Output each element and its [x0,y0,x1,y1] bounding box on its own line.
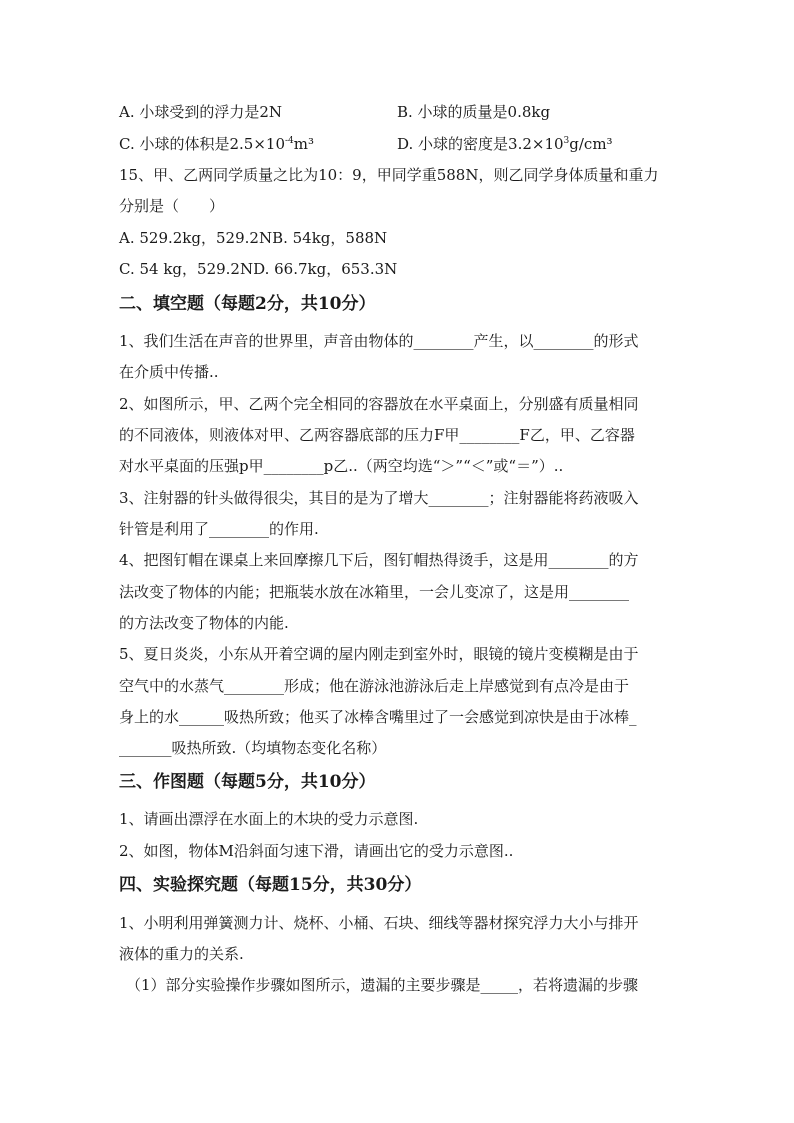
fill-in-line: 1、我们生活在声音的世界里，声音由物体的________产生，以________的形式 [119,332,639,350]
q14-option-d [397,134,613,154]
fill-in-line: 在介质中传播.. [119,363,219,381]
fill-in-line: 空气中的水蒸气________形成；他在游泳池游泳后走上岸感觉到有点冷是由于 [119,677,630,695]
experiment-line: （1）部分实验操作步骤如图所示，遗漏的主要步骤是_____，若将遗漏的步骤 [126,976,639,994]
drawing-question-line: 2、如图，物体M沿斜面匀速下滑，请画出它的受力示意图.. [119,842,514,860]
fill-in-line: 3、注射器的针头做得很尖，其目的是为了增大________；注射器能将药液吸入 [119,489,639,507]
q14-option-d-text: D. 小球的密度是3.2×10 [397,135,564,153]
q15-stem-line1: 15、甲、乙两同学质量之比为10：9，甲同学重588N，则乙同学身体质量和重力 [119,166,659,184]
q14-option-c [119,134,314,154]
q14-option-b: B. 小球的质量是0.8kg [397,103,551,121]
fill-in-line: _______吸热所致.（均填物态变化名称） [119,739,387,757]
q14-option-c-exponent: -4 [285,136,294,146]
experiment-line: 液体的重力的关系. [119,945,244,963]
q14-option-d-unit: g/cm³ [569,135,613,153]
q15-stem-line2: 分别是（ ） [119,197,225,215]
section-heading-experiment: 四、实验探究题（每题15分，共30分） [119,875,422,895]
q15-options-ab: A. 529.2kg，529.2NB. 54kg，588N [119,229,388,247]
fill-in-line: 对水平桌面的压强p甲________p乙..（两空均选“＞”“＜”或“＝”）.. [119,457,564,475]
fill-in-line: 法改变了物体的内能；把瓶装水放在冰箱里，一会儿变凉了，这是用________ [119,583,630,601]
fill-in-line: 4、把图钉帽在课桌上来回摩擦几下后，图钉帽热得烫手，这是用________的方 [119,551,639,569]
q14-option-c-unit: m³ [293,135,315,153]
q14-option-d-exponent: 3 [563,136,570,146]
fill-in-line: 身上的水______吸热所致；他买了冰棒含嘴里过了一会感觉到凉快是由于冰棒_ [119,708,637,726]
q14-option-a: A. 小球受到的浮力是2N [119,103,283,121]
section-heading-fill-in: 二、填空题（每题2分，共10分） [119,294,376,314]
drawing-question-line: 1、请画出漂浮在水面上的木块的受力示意图. [119,810,419,828]
fill-in-line: 5、夏日炎炎，小东从开着空调的屋内刚走到室外时，眼镜的镜片变模糊是由于 [119,645,639,663]
fill-in-line: 的方法改变了物体的内能. [119,614,289,632]
fill-in-line: 的不同液体，则液体对甲、乙两容器底部的压力F甲________F乙，甲、乙容器 [119,426,635,444]
q14-option-c-text: C. 小球的体积是2.5×10 [119,135,285,153]
fill-in-line: 2、如图所示，甲、乙两个完全相同的容器放在水平桌面上，分别盛有质量相同 [119,395,639,413]
q15-options-cd: C. 54 kg，529.2ND. 66.7kg，653.3N [119,260,398,278]
fill-in-line: 针管是利用了________的作用. [119,520,319,538]
section-heading-drawing: 三、作图题（每题5分，共10分） [119,772,376,792]
experiment-line: 1、小明利用弹簧测力计、烧杯、小桶、石块、细线等器材探究浮力大小与排开 [119,914,639,932]
